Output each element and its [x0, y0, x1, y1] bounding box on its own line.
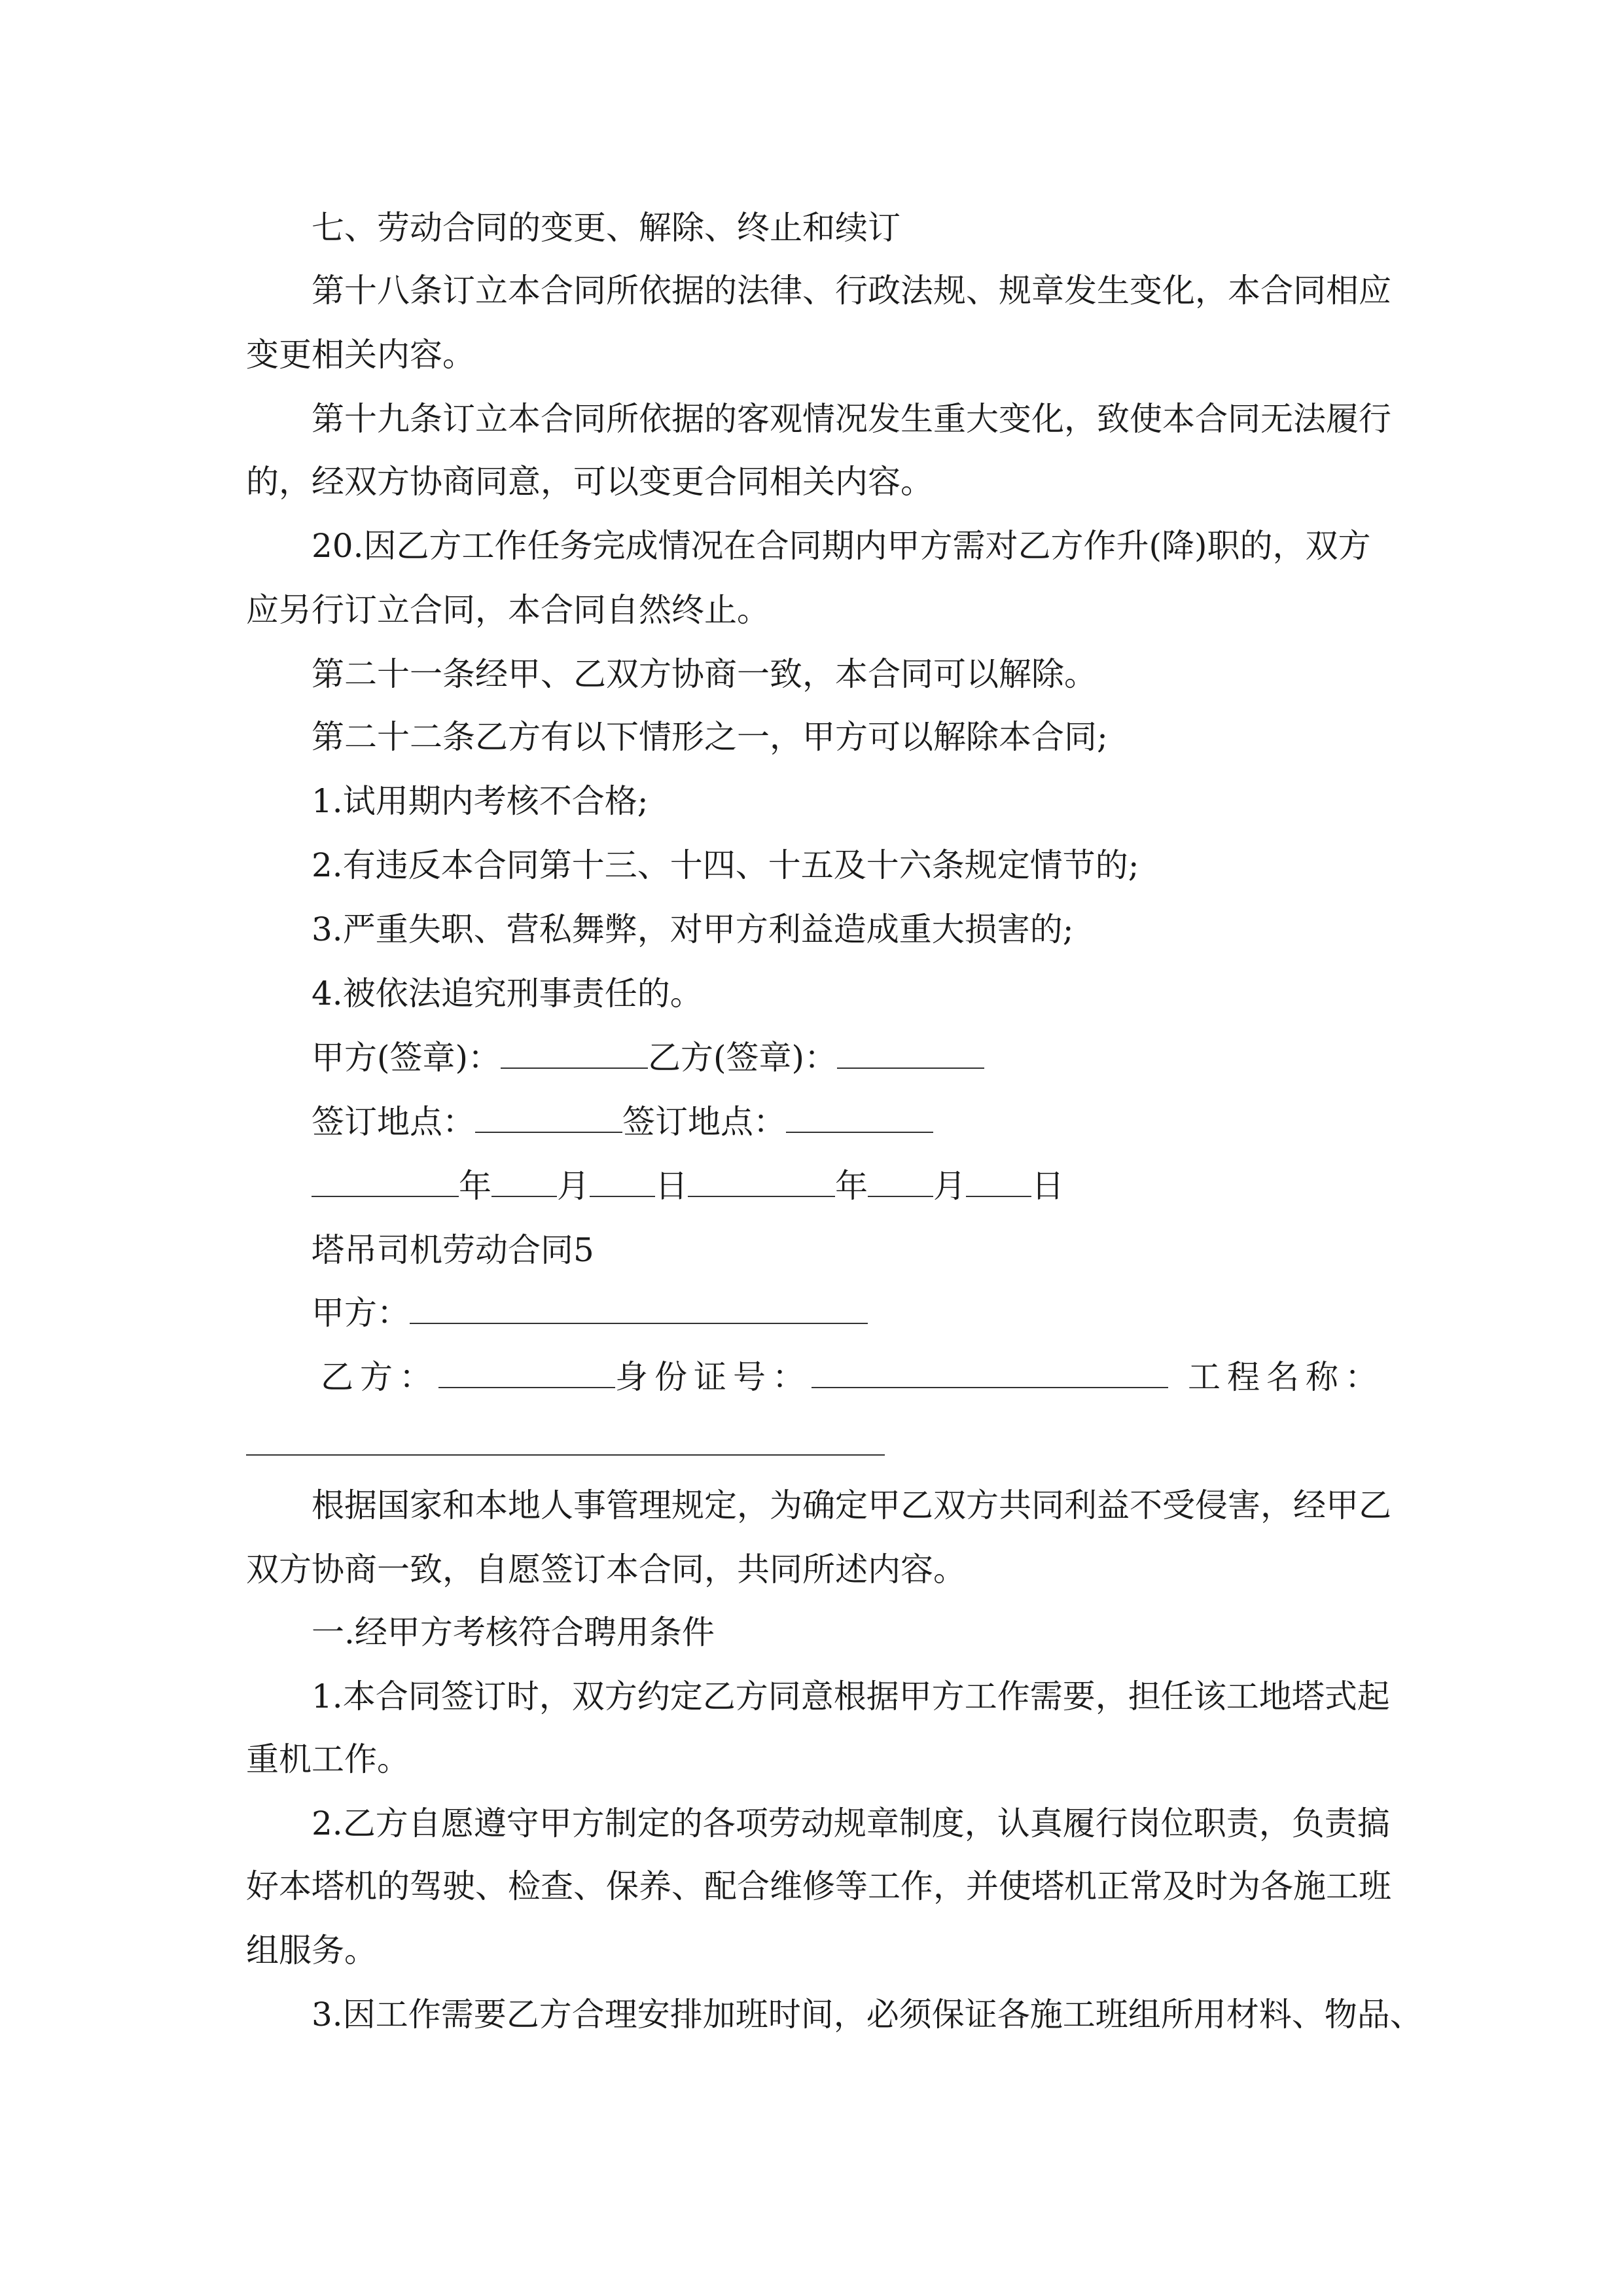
party-b-signature-blank[interactable]	[837, 1039, 984, 1069]
year-b-blank[interactable]	[688, 1167, 835, 1197]
day-a-label: 日	[655, 1167, 688, 1205]
month-b-label: 月	[933, 1167, 966, 1205]
contract-party-b-blank[interactable]	[438, 1358, 615, 1388]
day-b-blank[interactable]	[966, 1167, 1031, 1197]
contract-party-b-label: 乙方：	[321, 1358, 438, 1396]
article-19-line-2: 的，经双方协商同意，可以变更合同相关内容。	[246, 463, 933, 501]
date-row	[312, 1166, 1064, 1206]
article-18-line-2: 变更相关内容。	[246, 336, 475, 374]
section-title: 七、劳动合同的变更、解除、终止和续订	[312, 209, 901, 247]
year-a-blank[interactable]	[312, 1167, 459, 1197]
contract-party-b-row	[321, 1357, 1384, 1397]
article-18-line-1: 第十八条订立本合同所依据的法律、行政法规、规章发生变化，本合同相应	[312, 272, 1391, 310]
list-item-2: 2.有违反本合同第十三、十四、十五及十六条规定情节的;	[312, 846, 1139, 884]
article-22: 第二十二条乙方有以下情形之一，甲方可以解除本合同;	[312, 718, 1108, 756]
list-item-4: 4.被依法追究刑事责任的。	[312, 975, 703, 1013]
intro-line-1: 根据国家和本地人事管理规定，为确定甲乙双方共同利益不受侵害，经甲乙	[312, 1486, 1391, 1524]
intro-line-2: 双方协商一致，自愿签订本合同，共同所述内容。	[246, 1551, 966, 1588]
clause-1-line-2: 重机工作。	[246, 1740, 410, 1778]
project-name-blank[interactable]	[246, 1454, 885, 1456]
party-a-signature-blank[interactable]	[501, 1039, 648, 1069]
place-b-blank[interactable]	[786, 1103, 933, 1133]
signing-place-row	[312, 1102, 933, 1141]
month-a-blank[interactable]	[491, 1167, 557, 1197]
list-item-1: 1.试用期内考核不合格;	[312, 782, 649, 820]
contract-party-a-row	[312, 1293, 868, 1333]
list-item-3: 3.严重失职、营私舞弊，对甲方利益造成重大损害的;	[312, 910, 1074, 948]
place-a-blank[interactable]	[475, 1103, 622, 1133]
party-b-signature-label: 乙方(签章)：	[648, 1039, 838, 1077]
signature-row	[312, 1038, 984, 1077]
year-b-label: 年	[835, 1167, 868, 1205]
article-20-line-2: 应另行订立合同，本合同自然终止。	[246, 591, 770, 629]
contract-title: 塔吊司机劳动合同5	[312, 1231, 594, 1269]
clause-1-line-1: 1.本合同签订时，双方约定乙方同意根据甲方工作需要，担任该工地塔式起	[312, 1677, 1390, 1715]
article-21: 第二十一条经甲、乙双方协商一致，本合同可以解除。	[312, 655, 1097, 693]
day-b-label: 日	[1031, 1167, 1064, 1205]
id-number-label: 身份证号：	[615, 1358, 812, 1396]
clause-3-line-1: 3.因工作需要乙方合理安排加班时间，必须保证各施工班组所用材料、物品、	[312, 1996, 1423, 2034]
clause-2-line-3: 组服务。	[246, 1931, 377, 1969]
party-a-signature-label: 甲方(签章)：	[312, 1039, 501, 1077]
contract-party-a-label: 甲方：	[312, 1294, 410, 1332]
clause-2-line-1: 2.乙方自愿遵守甲方制定的各项劳动规章制度，认真履行岗位职责，负责搞	[312, 1804, 1390, 1842]
id-number-blank[interactable]	[812, 1358, 1168, 1388]
day-a-blank[interactable]	[590, 1167, 655, 1197]
project-name-label: 工程名称：	[1188, 1358, 1384, 1396]
place-a-label: 签订地点：	[312, 1103, 475, 1141]
year-a-label: 年	[459, 1167, 491, 1205]
month-b-blank[interactable]	[868, 1167, 933, 1197]
place-b-label: 签订地点：	[622, 1103, 786, 1141]
contract-party-a-blank[interactable]	[410, 1294, 868, 1324]
clause-2-line-2: 好本塔机的驾驶、检查、保养、配合维修等工作，并使塔机正常及时为各施工班	[246, 1867, 1391, 1905]
article-19-line-1: 第十九条订立本合同所依据的客观情况发生重大变化，致使本合同无法履行	[312, 400, 1391, 438]
month-a-label: 月	[557, 1167, 590, 1205]
section-1-title: 一.经甲方考核符合聘用条件	[312, 1613, 715, 1651]
article-20-line-1: 20.因乙方工作任务完成情况在合同期内甲方需对乙方作升(降)职的，双方	[312, 527, 1371, 565]
